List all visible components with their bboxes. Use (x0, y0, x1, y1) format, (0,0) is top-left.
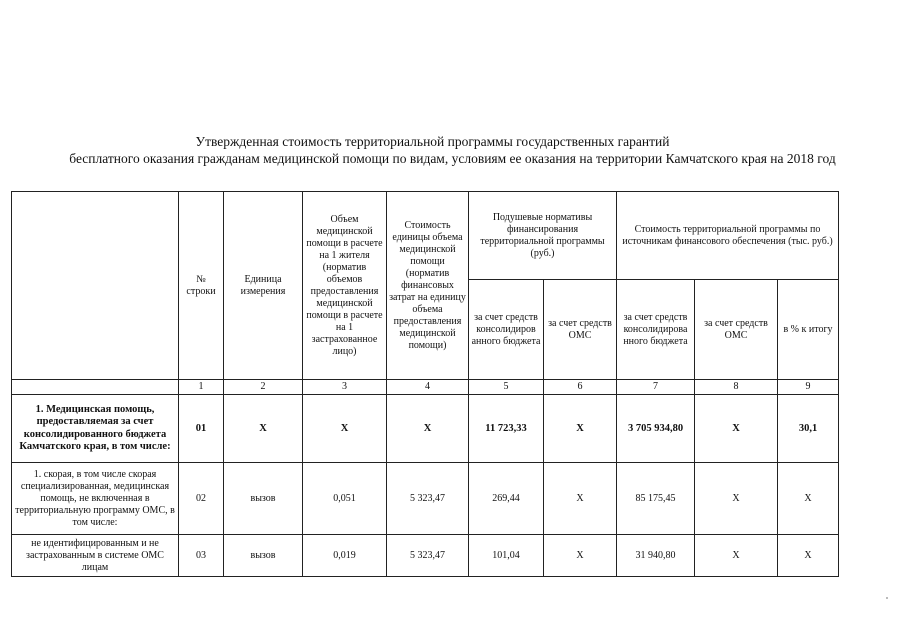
column-numbers-row (12, 380, 839, 395)
document-title-line-1: Утвержденная стоимость территориальной программы государственных гарантий (195, 134, 670, 149)
row-cost-oms: Х (695, 535, 778, 577)
row-unit-cost: 5 323,47 (387, 535, 469, 577)
document-title-line-2: бесплатного оказания гражданам медицинской помощи по видам, условиям ее оказания на территории Камчатского края на 2018 год (69, 151, 836, 166)
row-volume: Х (303, 395, 387, 463)
column-number: 9 (778, 380, 839, 395)
header-unit: Единица измерения (224, 192, 303, 380)
table-row (12, 463, 839, 535)
row-cost-budget: 3 705 934,80 (617, 395, 695, 463)
header-unit-cost: Стоимость единицы объема медицинской помощи (норматив финансовых затрат на единицу объема предоставления медицинской помощи) (387, 192, 469, 380)
row-number: 03 (179, 535, 224, 577)
row-percapita-budget: 269,44 (469, 463, 544, 535)
row-percent: Х (778, 463, 839, 535)
header-percapita-budget: за счет средств консолидиров анного бюджета (469, 280, 544, 380)
row-name: не идентифицированным и не застрахованным в системе ОМС лицам (12, 535, 179, 577)
header-name-cell (12, 192, 179, 380)
column-number: 6 (544, 380, 617, 395)
table-row (12, 535, 839, 577)
row-percapita-budget: 11 723,33 (469, 395, 544, 463)
column-number: 5 (469, 380, 544, 395)
row-unit: вызов (224, 463, 303, 535)
header-volume: Объем медицинской помощи в расчете на 1 жителя (норматив объемов предоставления медицинской помощи в расчете на 1 застрахованное лицо) (303, 192, 387, 380)
header-percent: в % к итогу (778, 280, 839, 380)
header-cost-group: Стоимость территориальной программы по источникам финансового обеспечения (тыс. руб.) (617, 192, 839, 280)
row-cost-oms: Х (695, 463, 778, 535)
row-percapita-oms: Х (544, 535, 617, 577)
row-number: 01 (179, 395, 224, 463)
table-row (12, 395, 839, 463)
header-percapita-group: Подушевые нормативы финансирования территориальной программы (руб.) (469, 192, 617, 280)
row-unit-cost: 5 323,47 (387, 463, 469, 535)
row-volume: 0,051 (303, 463, 387, 535)
header-row-1 (12, 192, 839, 280)
row-percapita-oms: Х (544, 463, 617, 535)
column-number: 1 (179, 380, 224, 395)
row-name: 1. Медицинская помощь, предоставляемая за счет консолидированного бюджета Камчатского края, в том числе: (12, 395, 179, 463)
column-number: 4 (387, 380, 469, 395)
column-number: 7 (617, 380, 695, 395)
row-cost-oms: Х (695, 395, 778, 463)
scan-speck (886, 597, 888, 599)
row-number: 02 (179, 463, 224, 535)
row-unit-cost: Х (387, 395, 469, 463)
row-volume: 0,019 (303, 535, 387, 577)
header-row-no: № строки (179, 192, 224, 380)
column-number: 2 (224, 380, 303, 395)
header-cost-budget: за счет средств консолидирова нного бюджета (617, 280, 695, 380)
row-percapita-budget: 101,04 (469, 535, 544, 577)
column-number: 3 (303, 380, 387, 395)
column-number: 8 (695, 380, 778, 395)
row-cost-budget: 85 175,45 (617, 463, 695, 535)
column-number-blank (12, 380, 179, 395)
row-unit: Х (224, 395, 303, 463)
row-percent: Х (778, 535, 839, 577)
row-cost-budget: 31 940,80 (617, 535, 695, 577)
header-cost-oms: за счет средств ОМС (695, 280, 778, 380)
row-percent: 30,1 (778, 395, 839, 463)
row-percapita-oms: Х (544, 395, 617, 463)
program-cost-table (11, 191, 839, 577)
header-percapita-oms: за счет средств ОМС (544, 280, 617, 380)
row-name: 1. скорая, в том числе скорая специализированная, медицинская помощь, не включенная в территориальную программу ОМС, в том числе: (12, 463, 179, 535)
row-unit: вызов (224, 535, 303, 577)
